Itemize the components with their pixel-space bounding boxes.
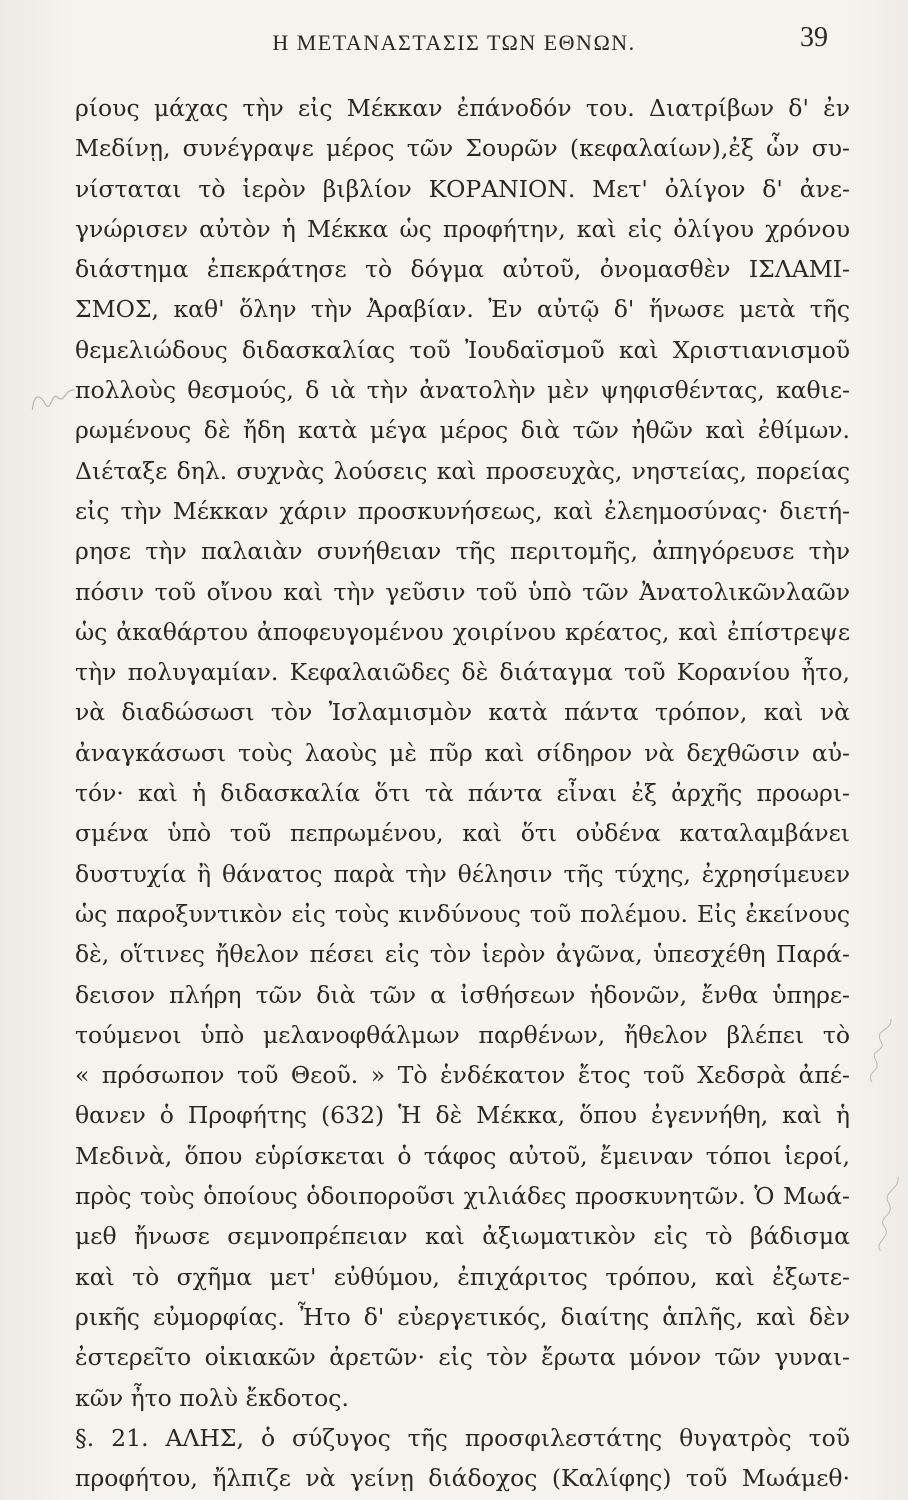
body-text — [75, 88, 850, 1498]
text-line: δεισον πλήρη τῶν διὰ τῶν α ἰσθήσεων ἡδονῶν, ἔνθα ὑπηρε- — [75, 980, 850, 1009]
text-line: θανεν ὁ Προφήτης (632) Ἡ δὲ Μέκκα, ὅπου ἐγεννήθη, καὶ ἡ — [75, 1101, 850, 1130]
text-line: ρησε τὴν παλαιὰν συνήθειαν τῆς περιτομῆς, ἀπηγόρευσε τὴν — [75, 537, 850, 566]
text-line: πολλοὺς θεσμούς, δ ιὰ τὴν ἀνατολὴν μὲν ψηφισθέντας, καθιε- — [75, 376, 850, 405]
text-line: ἀναγκάσωσι τοὺς λαοὺς μὲ πῦρ καὶ σίδηρον νὰ δεχθῶσιν αὐ- — [75, 738, 850, 767]
text-line: μεθ ἤνωσε σεμνοπρέπειαν καὶ ἀξιωματικὸν εἰς τὸ βάδισμα — [75, 1222, 850, 1251]
text-line: Μεδινὰ, ὅπου εὑρίσκεται ὁ τάφος αὐτοῦ, ἔμειναν τόποι ἱεροί, — [75, 1141, 850, 1170]
text-line: « πρόσωπον τοῦ Θεοῦ. » Τὸ ἑνδέκατον ἔτος τοῦ Χεδσρὰ ἀπέ- — [75, 1061, 850, 1090]
handwritten-margin-mark — [870, 1173, 908, 1256]
text-line: ἐστερεῖτο οἰκιακῶν ἀρετῶν· εἰς τὸν ἔρωτα μόνον τῶν γυναι- — [75, 1343, 850, 1372]
text-line: ὡς παροξυντικὸν εἰς τοὺς κινδύνους τοῦ πολέμου. Εἰς ἐκείνους — [75, 899, 850, 928]
text-line: τούμενοι ὑπὸ μελανοφθάλμων παρθένων, ἤθελον βλέπει τὸ — [75, 1020, 850, 1049]
text-line: πρὸς τοὺς ὁποίους ὁδοιποροῦσι χιλιάδες προσκυνητῶν. Ὁ Μωά- — [75, 1182, 850, 1211]
page-number: 39 — [800, 22, 828, 53]
text-line: ὡς ἀκαθάρτου ἀποφευγομένου χοιρίνου κρέατος, καὶ ἐπίστρεψε — [75, 617, 850, 646]
text-line: προφήτου, ἤλπιζε νὰ γείνῃ διάδοχος (Καλίφης) τοῦ Μωάμεθ· — [75, 1464, 850, 1493]
text-line: Διέταξε δηλ. συχνὰς λούσεις καὶ προσευχὰς, νηστείας, πορείας — [75, 456, 850, 485]
text-line: ρικῆς εὐμορφίας. Ἦτο δ' εὐεργετικός, διαίτης ἁπλῆς, καὶ δὲν — [75, 1302, 850, 1331]
text-line: θεμελιώδους διδασκαλίας τοῦ Ἰουδαϊσμοῦ καὶ Χριστιανισμοῦ — [75, 335, 850, 364]
text-line: διάστημα ἐπεκράτησε τὸ δόγμα αὐτοῦ, ὀνομασθὲν ΙΣΛΑΜΙ- — [75, 255, 850, 284]
text-line: πόσιν τοῦ οἴνου καὶ τὴν γεῦσιν τοῦ ὑπὸ τῶν Ἀνατολικῶνλαῶν — [75, 577, 850, 606]
text-line: ρίους μάχας τὴν εἰς Μέκκαν ἐπάνοδόν του. Διατρίβων δ' ἐν — [75, 94, 850, 122]
text-line: γνώρισεν αὐτὸν ἡ Μέκκα ὡς προφήτην, καὶ εἰς ὀλίγου χρόνου — [75, 214, 850, 243]
text-line: κῶν ἦτο πολὺ ἔκδοτος. — [75, 1383, 349, 1412]
running-title: Η ΜΕΤΑΝΑΣΤΑΣΙΣ ΤΩΝ ΕΘΝΩΝ. — [272, 30, 636, 55]
text-line: δὲ, οἵτινες ἤθελον πέσει εἰς τὸν ἱερὸν ἀγῶνα, ὑπεσχέθη Παρά- — [75, 940, 850, 969]
section-heading-line: §. 21. ΑΛΗΣ, ὁ σύζυγος τῆς προσφιλεστάτης θυγατρὸς τοῦ — [75, 1423, 850, 1452]
text-line: σμένα ὑπὸ τοῦ πεπρωμένου, καὶ ὅτι οὐδένα καταλαμβάνει — [75, 819, 850, 848]
text-line: Μεδίνῃ, συνέγραψε μέρος τῶν Σουρῶν (κεφαλαίων),ἐξ ὧν συ- — [75, 134, 850, 163]
text-line: τὴν πολυγαμίαν. Κεφαλαιῶδες δὲ διάταγμα τοῦ Κορανίου ἦτο, — [75, 658, 850, 687]
text-line: νὰ διαδώσωσι τὸν Ἰσλαμισμὸν κατὰ πάντα τρόπον, καὶ νὰ — [75, 698, 850, 727]
text-line: ρωμένους δὲ ἤδη κατὰ μέγα μέρος διὰ τῶν ἠθῶν καὶ ἐθίμων. — [75, 416, 850, 445]
text-line: ΣΜΟΣ, καθ' ὅλην τὴν Ἀραβίαν. Ἐν αὐτῷ δ' ἥνωσε μετὰ τῆς — [75, 295, 850, 324]
text-line: τόν· καὶ ἡ διδασκαλία ὅτι τὰ πάντα εἶναι ἐξ ἀρχῆς προωρι- — [75, 779, 850, 808]
text-line: καὶ τὸ σχῆμα μετ' εὐθύμου, ἐπιχάριτος τρόπου, καὶ ἐξωτε- — [75, 1262, 850, 1291]
handwritten-margin-mark — [860, 1014, 906, 1088]
text-line: εἰς τὴν Μέκκαν χάριν προσκυνήσεως, καὶ ἐλεημοσύνας· διετή- — [75, 496, 850, 525]
running-head — [0, 22, 908, 62]
text-line: νίσταται τὸ ἱερὸν βιβλίον ΚΟΡΑΝΙΟΝ. Μετ' ὀλίγον δ' ἀνε- — [75, 174, 850, 203]
text-line: δυστυχία ἢ θάνατος παρὰ τὴν θέλησιν τῆς τύχης, ἐχρησίμευεν — [75, 859, 850, 888]
handwritten-margin-mark — [25, 378, 81, 420]
